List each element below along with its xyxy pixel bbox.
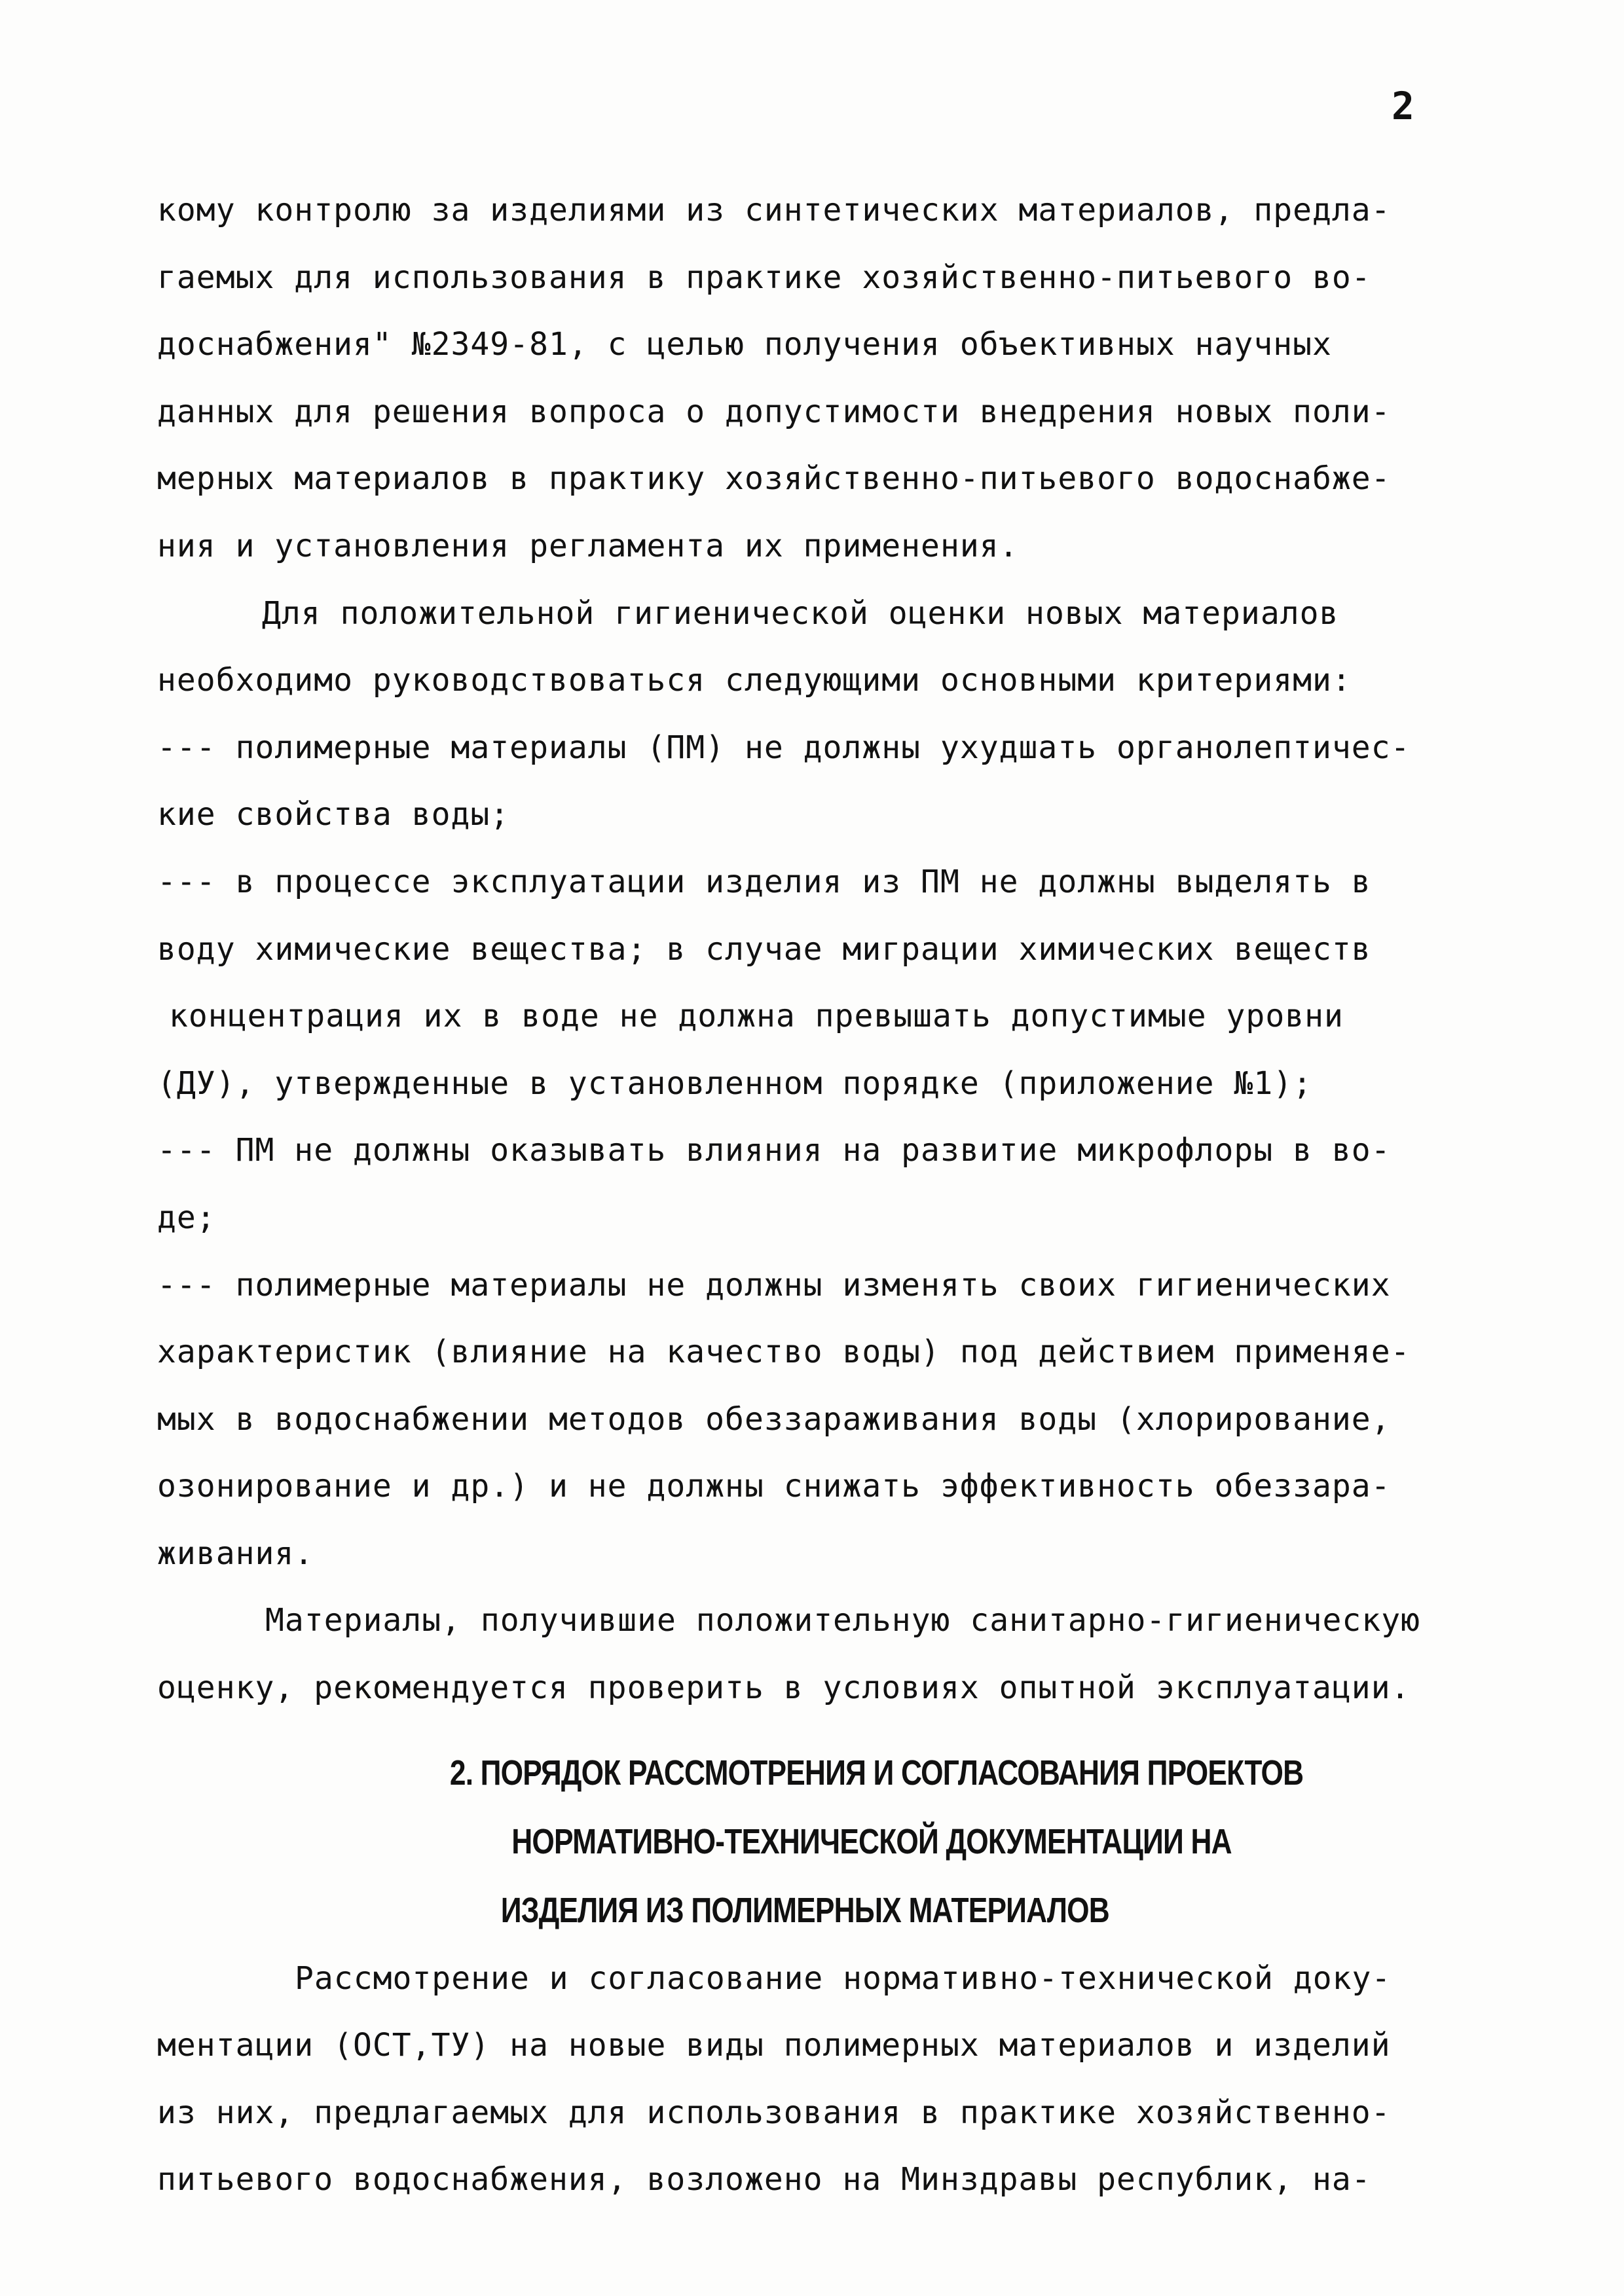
text-line: Рассмотрение и согласование нормативно-технической доку- xyxy=(295,1959,1392,1997)
text-line: необходимо руководствоваться следующими основными критериями: xyxy=(157,662,1352,699)
text-line: мых в водоснабжении методов обеззараживания воды (хлорирование, xyxy=(157,1400,1391,1438)
text-line: мерных материалов в практику хозяйственно-питьевого водоснабже- xyxy=(157,460,1391,498)
paragraph-2 xyxy=(157,580,1467,714)
text-line: озонирование и др.) и не должны снижать эффективность обеззара- xyxy=(157,1468,1391,1505)
text-line: характеристик (влияние на качество воды) под действием применяе- xyxy=(157,1334,1411,1371)
text-line: из них, предлагаемых для использования в практике хозяйственно- xyxy=(157,2094,1391,2131)
text-line: Для положительной гигиенической оценки новых материалов xyxy=(262,594,1339,632)
criteria-list xyxy=(157,714,1467,1588)
document-body xyxy=(157,177,1467,2214)
heading-line: 2. ПОРЯДОК РАССМОТРЕНИЯ И СОГЛАСОВАНИЯ ПРОЕКТОВ xyxy=(449,1753,1304,1793)
text-line: кому контролю за изделиями из синтетических материалов, предла- xyxy=(157,192,1391,228)
criteria-item xyxy=(157,1117,1467,1251)
text-line: гаемых для использования в практике хозяйственно-питьевого во- xyxy=(157,259,1371,296)
text-line: Материалы, получившие положительную санитарно-гигиеническую xyxy=(265,1602,1421,1639)
text-line: ментации (ОСТ,ТУ) на новые виды полимерных материалов и изделий xyxy=(157,2027,1391,2064)
heading-line: НОРМАТИВНО-ТЕХНИЧЕСКОЙ ДОКУМЕНТАЦИИ НА xyxy=(511,1821,1232,1861)
criteria-item xyxy=(157,714,1467,848)
section-2-heading xyxy=(157,1739,1467,1945)
text-line: доснабжения" №2349-81, с целью получения объективных научных xyxy=(157,326,1332,363)
text-line: концентрация их в воде не должна превышать допустимые уровни xyxy=(169,998,1344,1035)
text-line: кие свойства воды; xyxy=(157,796,510,833)
text-line: воду химические вещества; в случае миграции химических веществ xyxy=(157,930,1371,968)
paragraph-3 xyxy=(157,1587,1467,1721)
criteria-item-first-line: --- ПМ не должны оказывать влияния на развитие микрофлоры в во- xyxy=(157,1132,1391,1169)
paragraph-1 xyxy=(157,177,1467,580)
text-line: де; xyxy=(157,1199,216,1236)
criteria-item-first-line: --- полимерные материалы (ПМ) не должны ухудшать органолептичес- xyxy=(157,729,1411,766)
criteria-item xyxy=(157,848,1467,1117)
spacer xyxy=(157,1722,1467,1739)
text-line: живания. xyxy=(157,1535,314,1572)
criteria-item-first-line: --- полимерные материалы не должны изменять своих гигиенических xyxy=(157,1266,1391,1303)
text-line: питьевого водоснабжения, возложено на Минздравы республик, на- xyxy=(157,2161,1371,2198)
section-2-paragraph xyxy=(157,1945,1467,2214)
text-line: ния и установления регламента их применения. xyxy=(157,527,1019,564)
criteria-item-first-line: --- в процессе эксплуатации изделия из ПМ не должны выделять в xyxy=(157,863,1371,900)
heading-line: ИЗДЕЛИЯ ИЗ ПОЛИМЕРНЫХ МАТЕРИАЛОВ xyxy=(500,1890,1109,1930)
text-line: данных для решения вопроса о допустимости внедрения новых поли- xyxy=(157,393,1391,430)
page-number: 2 xyxy=(1392,84,1414,128)
text-line: (ДУ), утвержденные в установленном порядке (приложение №1); xyxy=(157,1065,1313,1102)
criteria-item xyxy=(157,1252,1467,1588)
text-line: оценку, рекомендуется проверить в условиях опытной эксплуатации. xyxy=(157,1669,1411,1707)
